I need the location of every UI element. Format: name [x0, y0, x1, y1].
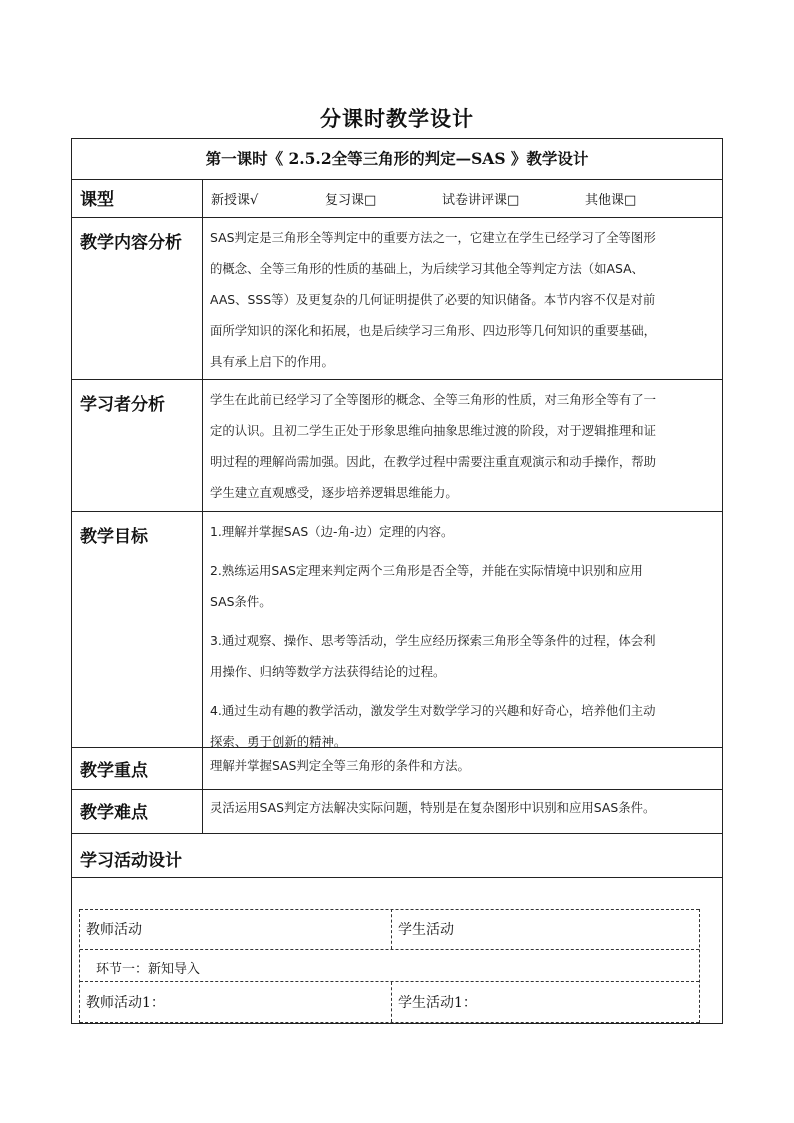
key-point-text: 理解并掌握SAS判定全等三角形的条件和方法。 — [210, 758, 470, 773]
lesson-type-label: 课型 — [72, 180, 203, 217]
key-point-row — [72, 748, 722, 790]
stage-row — [80, 950, 699, 982]
lesson-type-option-new: 新授课√ — [211, 193, 259, 208]
lesson-title: 第一课时《 2.5.2全等三角形的判定—SAS 》教学设计 — [205, 149, 589, 168]
learner-analysis-line: 学生建立直观感受，逐步培养逻辑思维能力。 — [210, 485, 458, 500]
key-point-label: 教学重点 — [72, 748, 203, 789]
teacher-activity-1: 教师活动1： — [86, 995, 165, 1011]
learner-analysis-line: 明过程的理解尚需加强。因此，在教学过程中需要注重直观演示和动手操作，帮助 — [210, 454, 657, 469]
learner-analysis-line: 学生在此前已经学习了全等图形的概念、全等三角形的性质，对三角形全等有了一 — [210, 392, 657, 407]
lesson-type-option-review: 复习课□ — [325, 193, 377, 208]
goal-item: 1.理解并掌握SAS（边-角-边）定理的内容。 — [210, 524, 454, 539]
activity-1-row — [80, 982, 699, 1023]
goals-label: 教学目标 — [72, 512, 203, 747]
activity-header-row — [80, 909, 699, 950]
teacher-activity-header: 教师活动 — [86, 922, 142, 938]
lesson-type-option-test-review: 试卷讲评课□ — [442, 193, 520, 208]
learner-analysis-line: 定的认识。且初二学生正处于形象思维向抽象思维过渡的阶段，对于逻辑推理和证 — [210, 423, 657, 438]
difficulty-label: 教学难点 — [72, 790, 203, 833]
content-analysis-line: SAS判定是三角形全等判定中的重要方法之一，它建立在学生已经学习了全等图形 — [210, 230, 656, 245]
content-analysis-row — [72, 218, 722, 380]
stage-title: 环节一：新知导入 — [96, 962, 201, 977]
lesson-type-row — [72, 180, 722, 218]
learner-analysis-label: 学习者分析 — [72, 380, 203, 511]
content-analysis-label: 教学内容分析 — [72, 218, 203, 379]
difficulty-row — [72, 790, 722, 834]
goals-list — [204, 512, 722, 765]
goals-row — [72, 512, 722, 748]
content-analysis-line: AAS、SSS等）及更复杂的几何证明提供了必要的知识储备。本节内容不仅是对前 — [210, 292, 656, 307]
goal-item: 2.熟练运用SAS定理来判定两个三角形是否全等，并能在实际情境中识别和应用 SAS条件。 — [210, 563, 643, 609]
lesson-plan-table — [71, 138, 723, 1024]
goal-item: 3.通过观察、操作、思考等活动，学生应经历探索三角形全等条件的过程，体会利 用操作、归纳等数学方法获得结论的过程。 — [210, 633, 656, 679]
goal-item: 4.通过生动有趣的教学活动，激发学生对数学学习的兴趣和好奇心，培养他们主动 探索、勇于创新的精神。 — [210, 703, 656, 749]
student-activity-header: 学生活动 — [398, 922, 454, 938]
content-analysis-text — [204, 218, 722, 377]
content-analysis-line: 面所学知识的深化和拓展，也是后续学习三角形、四边形等几何知识的重要基础， — [210, 323, 657, 338]
difficulty-text: 灵活运用SAS判定方法解决实际问题，特别是在复杂图形中识别和应用SAS条件。 — [210, 800, 656, 815]
content-analysis-line: 具有承上启下的作用。 — [210, 354, 334, 369]
activity-design-row — [72, 834, 722, 878]
content-analysis-line: 的概念、全等三角形的性质的基础上，为后续学习其他全等判定方法（如ASA、 — [210, 261, 644, 276]
activity-table — [79, 909, 700, 1023]
table-bottom-border — [71, 1023, 723, 1024]
lesson-type-option-other: 其他课□ — [585, 193, 637, 208]
learner-analysis-text — [204, 380, 722, 508]
document-title: 分课时教学设计 — [320, 106, 474, 131]
learner-analysis-row — [72, 380, 722, 512]
lesson-title-row — [72, 139, 722, 180]
student-activity-1: 学生活动1： — [398, 995, 477, 1011]
activity-design-label: 学习活动设计 — [80, 851, 182, 871]
